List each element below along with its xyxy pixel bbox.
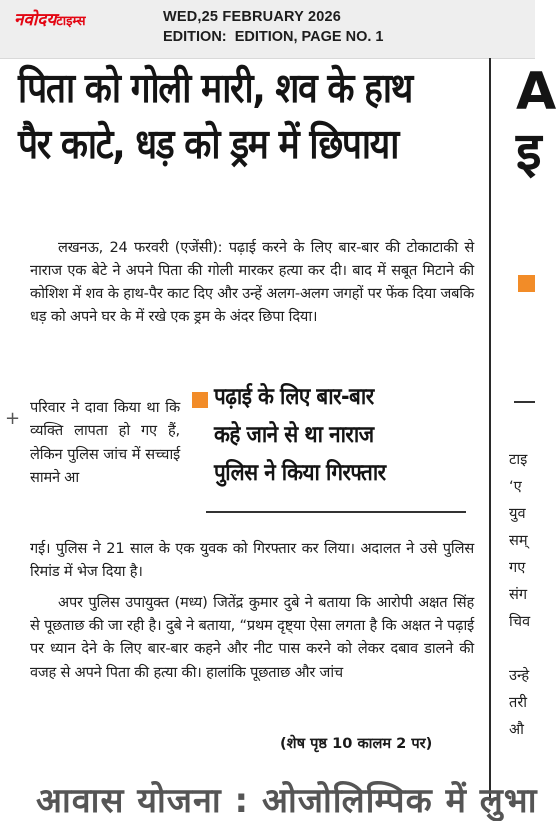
next-article-headline-fragment: आवास योजना : ओजोलिम्पिक में लुभा bbox=[36, 781, 538, 821]
adjacent-line: गए bbox=[509, 559, 526, 576]
adjacent-column-text bbox=[509, 446, 549, 743]
adjacent-line: टाइ bbox=[509, 451, 528, 468]
adjacent-subhead-marker-icon bbox=[518, 275, 535, 292]
article-headline bbox=[18, 60, 422, 172]
adjacent-line: चिव bbox=[509, 613, 531, 630]
adjacent-headline-letter-1: A bbox=[516, 62, 556, 122]
headline-line-1: पिता को गोली मारी, शव के हाथ bbox=[18, 64, 412, 112]
article-paragraph-1: लखनऊ, 24 फरवरी (एजेंसी): पढ़ाई करने के लिए बार-बार की टोकाटाकी से नाराज एक बेटे ने अपने पिता की गोली मारकर हत्या कर दी। बाद में सबूत मिटाने की कोशिश में शव के हाथ-पैर काट दिए और उन्हें अलग-अलग जगहों पर फेंक दिया जबकि धड़ को अपने घर के में रखे एक ड्रम के अंदर छिपा दिया। bbox=[30, 239, 474, 325]
issue-date: WED,25 FEBRUARY 2026 bbox=[163, 9, 342, 25]
edition-info: EDITION: EDITION, PAGE NO. 1 bbox=[163, 29, 384, 45]
subheadline bbox=[214, 378, 484, 492]
crop-mark-icon: + bbox=[5, 408, 21, 429]
column-divider bbox=[489, 58, 491, 801]
adjacent-line: तरी bbox=[509, 694, 528, 711]
adjacent-headline-fragment bbox=[516, 62, 556, 182]
adjacent-line: सम् bbox=[509, 532, 528, 549]
adjacent-line: संग bbox=[509, 586, 528, 603]
logo-sub-text: टाइम्स bbox=[56, 14, 86, 29]
adjacent-line: उन्हे bbox=[509, 667, 530, 684]
adjacent-line: औ bbox=[509, 721, 524, 738]
subhead-line-1: पढ़ाई के लिए बार-बार bbox=[214, 384, 374, 410]
subhead-marker-icon bbox=[192, 392, 208, 408]
article-paragraph-3: अपर पुलिस उपायुक्त (मध्य) जितेंद्र कुमार दुबे ने बताया कि आरोपी अक्षत सिंह से पूछताछ की जा रही है। दुबे ने बताया, “प्रथम दृष्ट्या ऐसा लगता है कि अक्षत ने पढ़ाई पर ध्यान देने के लिए बार-बार कहने और नीट पास करने को लेकर दबाव डालने की वजह से अपने पिता की हत्या की। हालांकि पूछताछ और जांच bbox=[30, 594, 474, 681]
article-paragraph-2-continued: गई। पुलिस ने 21 साल के एक युवक को गिरफ्तार कर लिया। अदालत ने उसे पुलिस रिमांड में भेज दिया है। bbox=[30, 540, 474, 580]
headline-line-2: पैर काटे, धड़ को ड्रम में छिपाया bbox=[18, 120, 399, 168]
masthead-bar bbox=[0, 0, 535, 59]
next-article-teaser bbox=[0, 781, 538, 821]
subheadline-block bbox=[190, 378, 470, 516]
adjacent-line bbox=[509, 635, 549, 662]
subhead-line-3: पुलिस ने किया गिरफ्तार bbox=[214, 460, 386, 486]
adjacent-line: युव bbox=[509, 505, 526, 522]
subhead-line-2: कहे जाने से था नाराज bbox=[214, 422, 374, 448]
logo-main-text: नवोदय bbox=[14, 10, 57, 30]
adjacent-divider bbox=[514, 401, 535, 403]
adjacent-line: ‘ए bbox=[509, 478, 522, 495]
subhead-divider bbox=[206, 511, 466, 513]
newspaper-logo[interactable] bbox=[14, 10, 86, 32]
adjacent-headline-letter-2: इ bbox=[516, 122, 542, 182]
continued-reference[interactable]: (शेष पृष्ठ 10 कालम 2 पर) bbox=[280, 735, 433, 752]
article-paragraph-2-column: परिवार ने दावा किया था कि व्यक्ति लापता हो गए हैं, लेकिन पुलिस जांच में सच्चाई सामने आ bbox=[30, 399, 180, 486]
